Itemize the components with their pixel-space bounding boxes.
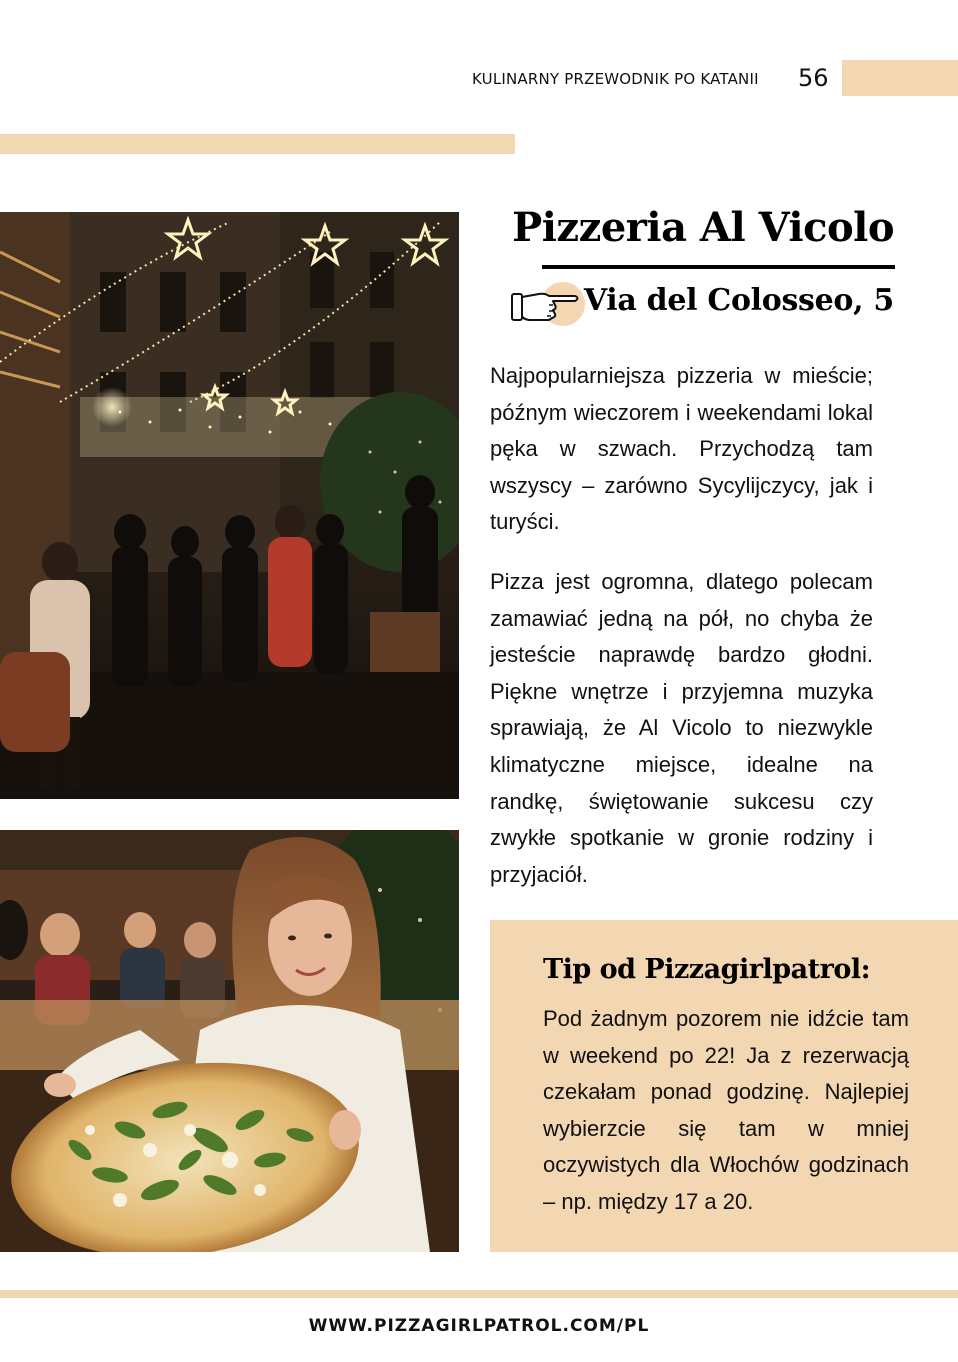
restaurant-address: Via del Colosseo, 5	[583, 283, 894, 318]
header-label: KULINARNY PRZEWODNIK PO KATANII	[472, 70, 759, 88]
page-number: 56	[798, 64, 829, 92]
top-accent-stripe	[0, 134, 515, 154]
tip-title: Tip od Pizzagirlpatrol:	[543, 954, 871, 985]
bottom-accent-stripe	[0, 1290, 958, 1298]
header-accent-bar	[842, 60, 958, 96]
tip-text: Pod żadnym pozorem nie idźcie tam w weekend po 22! Ja z rezerwacją czekałam ponad godzinę. Najlepiej wybierzcie się tam w mniej oczywistych dla Włochów godzinach – np. między 17 a 20.	[543, 1006, 909, 1214]
restaurant-title: Pizzeria Al Vicolo	[512, 204, 894, 251]
title-underline	[542, 265, 895, 269]
footer-url[interactable]: WWW.PIZZAGIRLPATROL.COM/PL	[308, 1316, 650, 1336]
street-photo	[0, 212, 459, 799]
article-paragraph-2: Pizza jest ogromna, dlatego polecam zamawiać jedną na pół, no chyba że jesteście naprawdę bardzo głodni. Piękne wnętrze i przyjemna muzyka sprawiają, że Al Vicolo to niezwykle klimatyczne miejsce, idealne na randkę, świętowanie sukcesu czy zwykłe spotkanie w gronie rodziny i przyjaciół.	[490, 569, 873, 887]
pizza-photo	[0, 830, 459, 1252]
article-paragraph-1: Najpopularniejsza pizzeria w mieście; późnym wieczorem i weekendami lokal pęka w szwach. Przychodzą tam wszyscy – zarówno Sycylijczycy, jak i turyści.	[490, 363, 873, 535]
